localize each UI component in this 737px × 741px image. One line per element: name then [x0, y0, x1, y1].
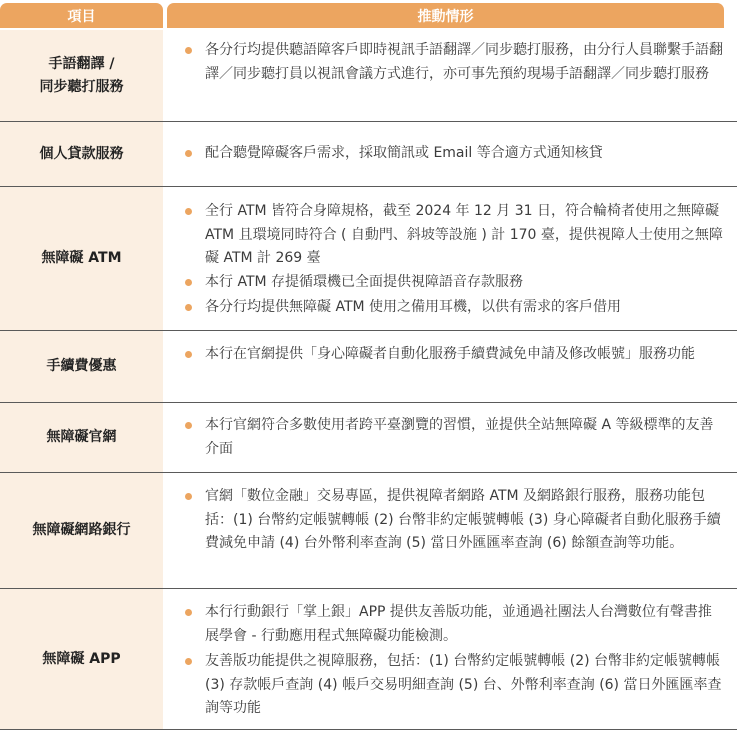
table-row — [0, 403, 737, 473]
bullet-text: 各分行均提供無障礙 ATM 使用之備用耳機，以供有需求的客戶借用 — [205, 299, 622, 315]
bullet-dot — [185, 351, 192, 358]
row-label-text: 個人貸款服務 — [39, 145, 124, 162]
row-content — [167, 589, 737, 729]
table-row — [0, 473, 737, 589]
row-label — [0, 187, 163, 330]
row-content — [167, 122, 737, 186]
bullet-text: 全行 ATM 皆符合身障規格，截至 2024 年 12 月 31 日，符合輪椅者使用之無障礙 ATM 且環境同時符合 ( 自動門、斜坡等設施 ) 計 170 臺，提供視障人士使用之無障礙 ATM 計 269 臺 — [205, 203, 723, 266]
bullet-text: 本行 ATM 存提循環機已全面提供視障語音存款服務 — [205, 274, 524, 290]
header-status: 推動情形 — [167, 3, 724, 28]
bullet-text: 本行行動銀行「掌上銀」APP 提供友善版功能，並通過社團法人台灣數位有聲書推展學會 - 行動應用程式無障礙功能檢測。 — [205, 604, 712, 644]
bullet-item — [185, 200, 723, 271]
bullet-text: 官網「數位金融」交易專區，提供視障者網路 ATM 及網路銀行服務，服務功能包括：(1) 台幣約定帳號轉帳 (2) 台幣非約定帳號轉帳 (3) 身心障礙者自動化服務手續費減免申請 (4) 台外幣利率查詢 (5) 當日外匯匯率查詢 (6) 餘額查詢等功能。 — [205, 488, 721, 551]
bullet-text: 本行官網符合多數使用者跨平臺瀏覽的習慣，並提供全站無障礙 A 等級標準的友善介面 — [205, 417, 714, 457]
table-row — [0, 122, 737, 187]
bullet-text: 本行在官網提供「身心障礙者自動化服務手續費減免申請及修改帳號」服務功能 — [205, 346, 695, 362]
table-row — [0, 30, 737, 122]
bullet-item — [185, 650, 723, 721]
bullet-item — [185, 271, 723, 295]
bullet-dot — [185, 422, 192, 429]
row-content — [167, 473, 737, 588]
bullet-dot — [185, 493, 192, 500]
bullet-item — [185, 343, 723, 367]
row-label — [0, 473, 163, 588]
table-row — [0, 187, 737, 331]
row-content — [167, 403, 737, 472]
header-item: 項目 — [0, 3, 163, 28]
row-content — [167, 187, 737, 330]
row-content — [167, 331, 737, 402]
row-label-text: 無障礙網路銀行 — [32, 522, 131, 538]
bullet-text: 友善版功能提供之視障服務，包括：(1) 台幣約定帳號轉帳 (2) 台幣非約定帳號轉帳 (3) 存款帳戶查詢 (4) 帳戶交易明細查詢 (5) 台、外幣利率查詢 (6) 當日外匯匯率查詢等功能 — [205, 653, 722, 716]
bullet-item — [185, 414, 723, 461]
bullet-item — [185, 39, 723, 86]
bullet-item — [185, 485, 723, 556]
bullet-text: 配合聽覺障礙客戶需求，採取簡訊或 Email 等合適方式通知核貸 — [205, 145, 603, 161]
bullet-text: 各分行均提供聽語障客戶即時視訊手語翻譯／同步聽打服務，由分行人員聯繫手語翻譯／同步聽打員以視訊會議方式進行，亦可事先預約現場手語翻譯／同步聽打服務 — [205, 42, 723, 82]
bullet-dot — [185, 304, 192, 311]
bullet-dot — [185, 208, 192, 215]
row-label — [0, 589, 163, 729]
table-header — [0, 0, 737, 30]
bullet-item — [185, 296, 723, 320]
row-label — [0, 403, 163, 472]
row-label-text: 手續費優惠 — [46, 358, 117, 374]
bullet-dot — [185, 279, 192, 286]
row-label — [0, 30, 163, 121]
bullet-dot — [185, 47, 192, 54]
bullet-item — [185, 142, 723, 166]
row-label — [0, 122, 163, 186]
row-label-text: 無障礙 APP — [42, 650, 121, 667]
bullet-dot — [185, 609, 192, 616]
bullet-item — [185, 601, 723, 648]
bullet-dot — [185, 150, 192, 157]
row-label-text: 無障礙 ATM — [41, 250, 122, 266]
row-label-text: 手語翻譯 / 同步聽打服務 — [39, 55, 124, 95]
table-row — [0, 331, 737, 403]
row-content — [167, 30, 737, 121]
row-label — [0, 331, 163, 402]
table-row — [0, 589, 737, 730]
row-label-text: 無障礙官網 — [46, 429, 117, 445]
bullet-dot — [185, 658, 192, 665]
